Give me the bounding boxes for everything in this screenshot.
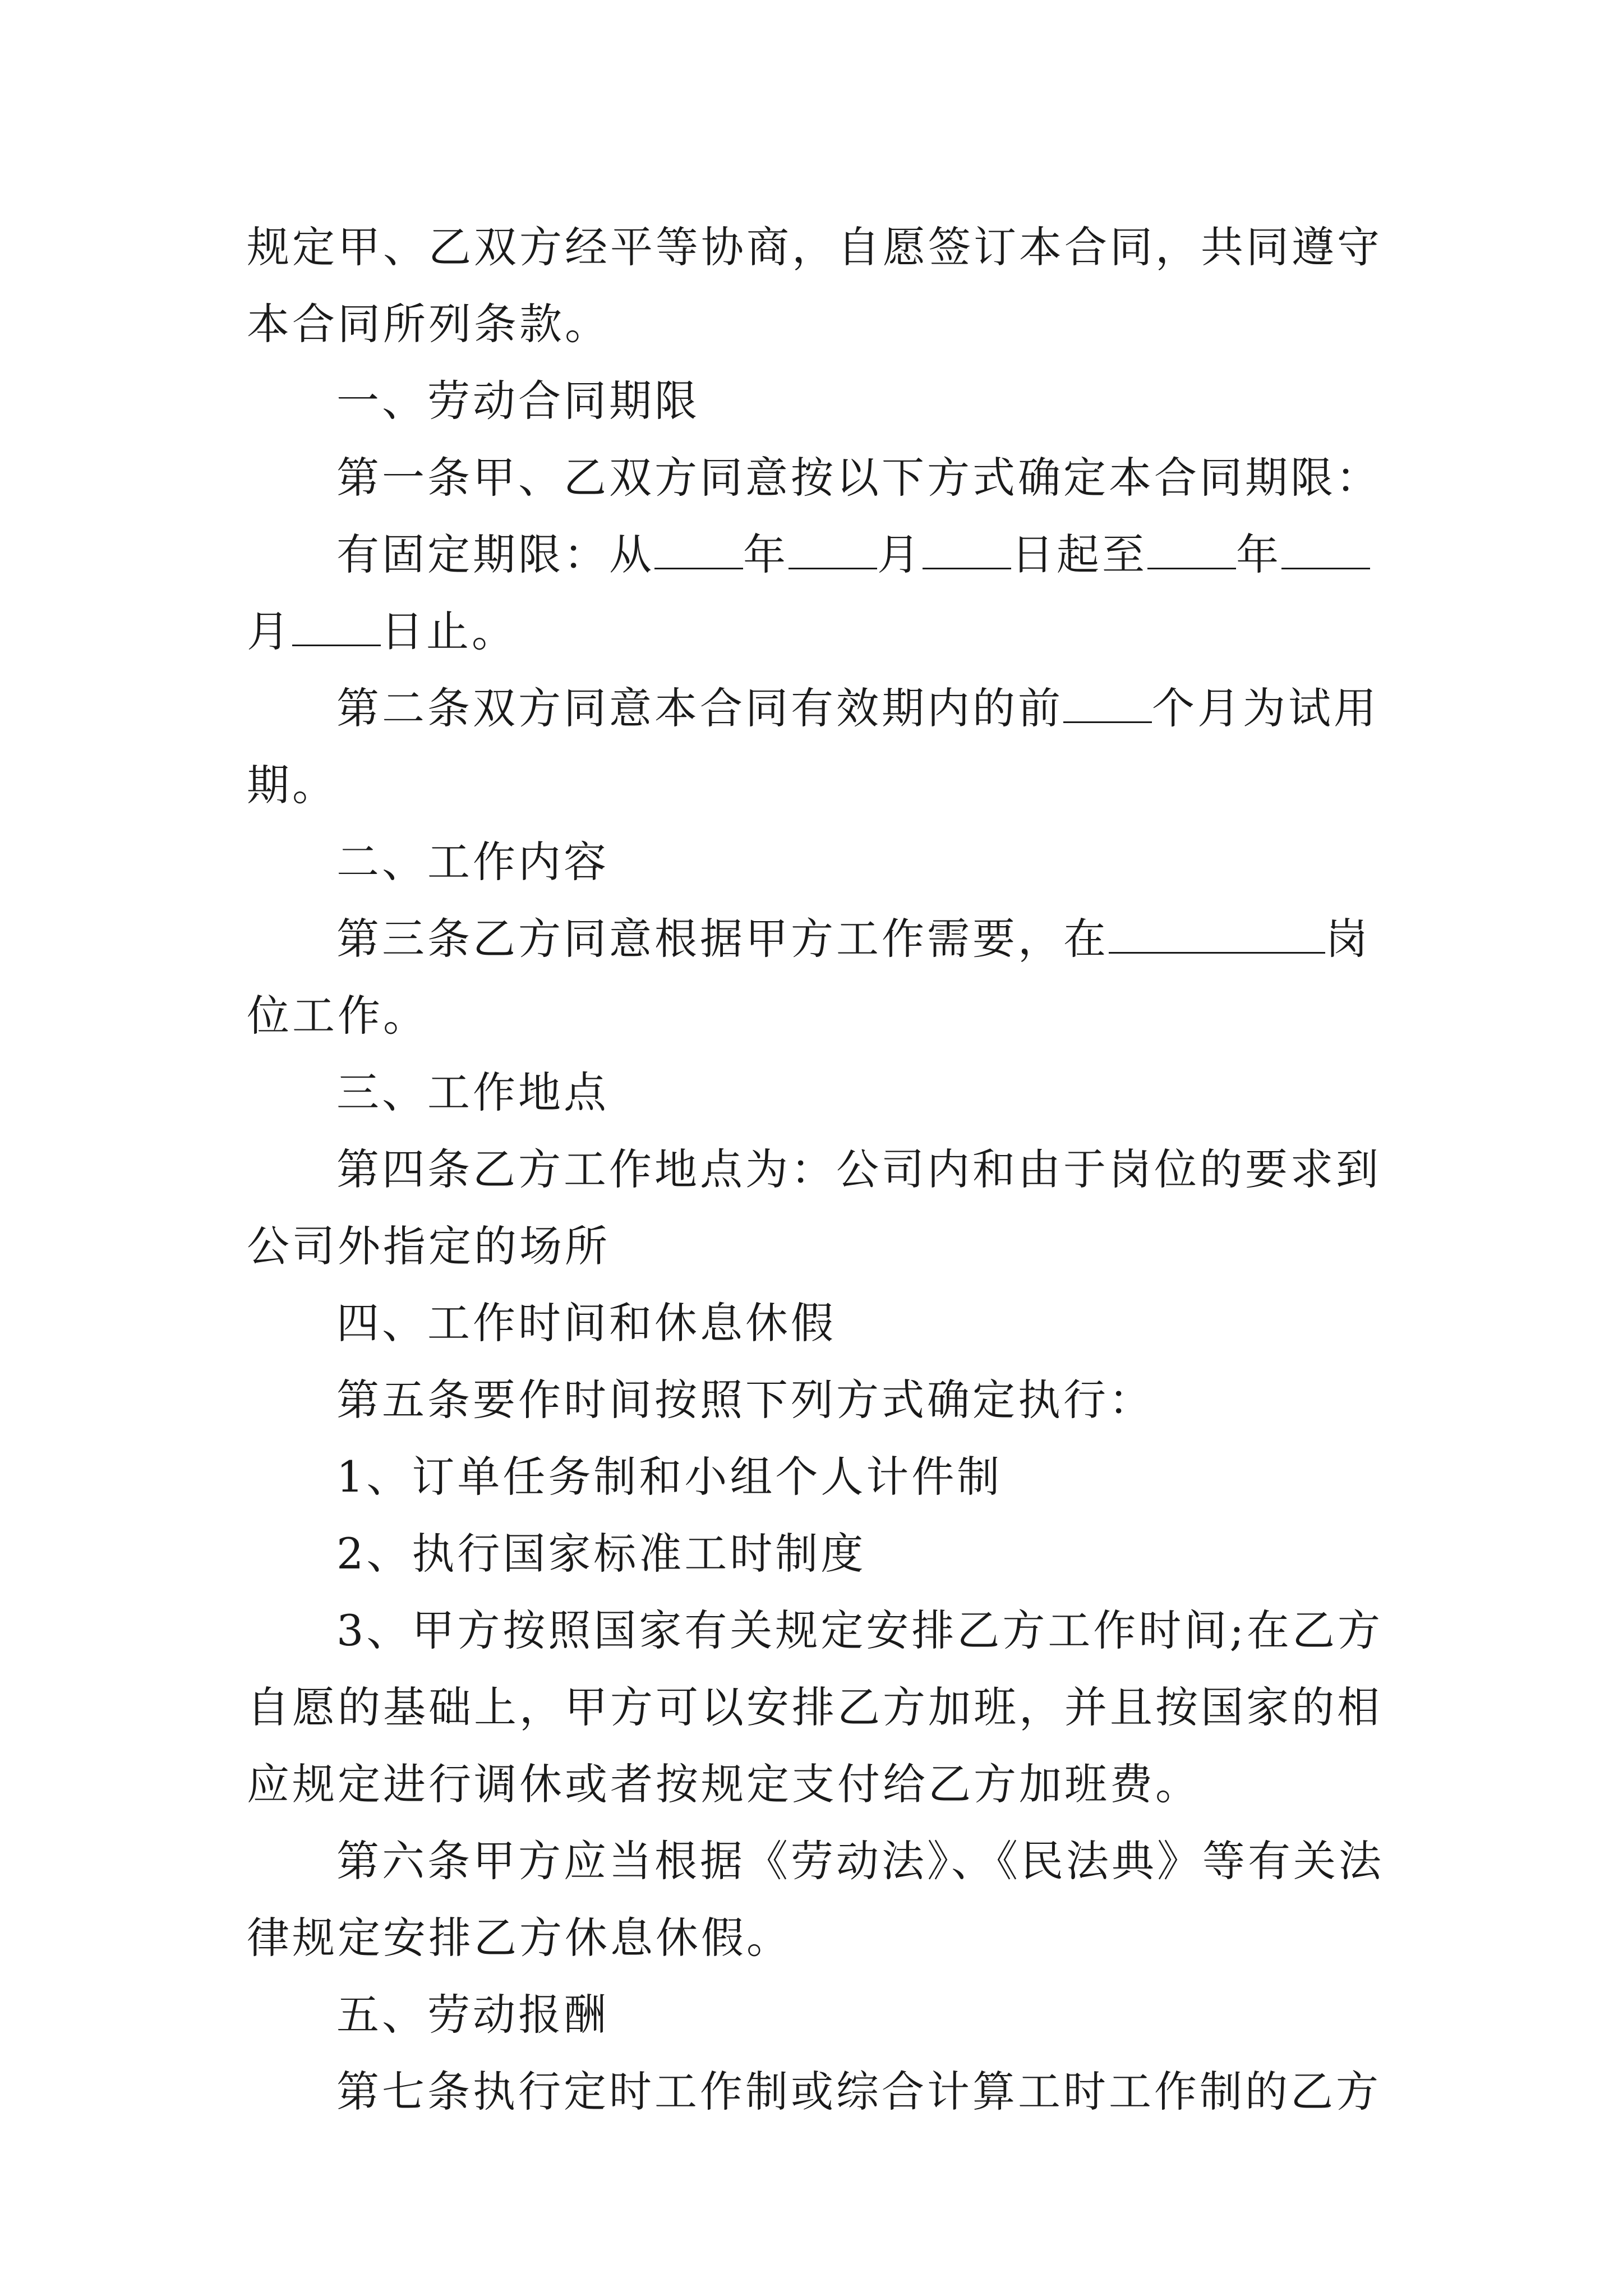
list-item-2: 2、执行国家标准工时制度 — [336, 1529, 866, 1579]
article-3-suffix: 岗位工作。 — [247, 914, 1371, 1041]
term-day-1: 日起至 — [1011, 530, 1147, 579]
blank-start-month — [789, 531, 877, 569]
article-2-prefix: 第二条双方同意本合同有效期内的前 — [336, 683, 1063, 733]
article-6: 第六条甲方应当根据《劳动法》、《民法典》等有关法律规定安排乙方休息休假。 — [247, 1836, 1384, 1963]
article-2-suffix: 个月为试用期。 — [247, 683, 1379, 810]
blank-probation-months — [1063, 684, 1152, 723]
blank-end-month — [1281, 531, 1370, 569]
section-heading-work-content: 二、工作内容 — [336, 837, 609, 887]
article-7: 第七条执行定时工作制或综合计算工时工作制的乙方 — [336, 2067, 1381, 2116]
article-4: 第四条乙方工作地点为：公司内和由于岗位的要求到公司外指定的场所 — [247, 1144, 1381, 1271]
article-2 — [247, 670, 1391, 823]
contract-body — [247, 209, 1391, 2130]
contract-term-line — [247, 516, 1391, 670]
term-month-1: 月 — [877, 530, 923, 579]
blank-position — [1109, 915, 1325, 954]
term-prefix: 有固定期限：从 — [336, 530, 654, 579]
term-suffix: 日止。 — [381, 606, 517, 656]
article-1: 第一条甲、乙双方同意按以下方式确定本合同期限： — [336, 453, 1381, 503]
article-3-prefix: 第三条乙方同意根据甲方工作需要，在 — [336, 914, 1109, 964]
blank-start-day — [923, 531, 1011, 569]
section-heading-remuneration: 五、劳动报酬 — [336, 1990, 609, 2040]
term-year-2: 年 — [1236, 530, 1281, 579]
list-item-3: 3、甲方按照国家有关规定安排乙方工作时间;在乙方自愿的基础上，甲方可以安排乙方加班，并且按国家的相应规定进行调休或者按规定支付给乙方加班费。 — [247, 1605, 1383, 1809]
article-3 — [247, 900, 1391, 1054]
section-heading-term: 一、劳动合同期限 — [336, 376, 700, 426]
section-heading-work-location: 三、工作地点 — [336, 1068, 609, 1117]
section-heading-work-hours: 四、工作时间和休息休假 — [336, 1298, 836, 1348]
blank-end-year — [1147, 531, 1236, 569]
term-month-2: 月 — [247, 606, 292, 656]
paragraph-intro: 规定甲、乙双方经平等协商，自愿签订本合同，共同遵守本合同所列条款。 — [247, 222, 1382, 349]
article-5: 第五条要作时间按照下列方式确定执行： — [336, 1375, 1154, 1425]
term-year-1: 年 — [743, 530, 789, 579]
list-item-1: 1、订单任务制和小组个人计件制 — [336, 1452, 1003, 1502]
blank-end-day — [292, 608, 381, 646]
blank-start-year — [654, 531, 743, 569]
